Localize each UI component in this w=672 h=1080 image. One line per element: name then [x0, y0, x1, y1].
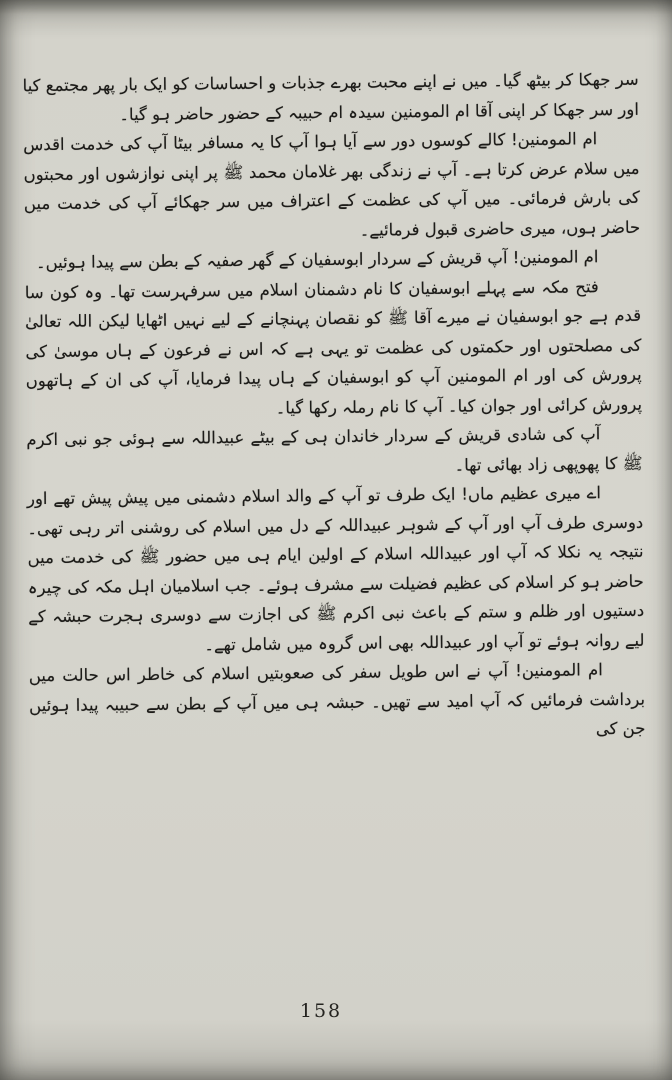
paragraph-islam-migration: اے میری عظیم ماں! ایک طرف تو آپ کے والد اسلام دشمنی میں پیش پیش تھے اور دوسری طرف آپ اور آپ کے شوہر عبیداللہ کے دل میں اسلام کی روشنی اتر رہی تھی۔ نتیجہ یہ نکلا کہ آپ اور عبیداللہ اسلام کے اولین ایام ہی میں حضور ﷺ کی خدمت میں حاضر ہو کر اسلام کی عظیم فضیلت سے مشرف ہوئے۔ جب اسلامیان اہل مکہ کی چیرہ دستیوں اور ظلم و ستم کے باعث نبی اکرم ﷺ کی اجازت سے دوسری ہجرت حبشہ کے لیے روانہ ہوئے تو آپ اور عبیداللہ بھی اس گروہ میں شامل تھے۔: [26, 483, 645, 654]
paragraph-marriage: آپ کی شادی قریش کے سردار خاندان ہی کے بیٹے عبیداللہ سے ہوئی جو نبی اکرم ﷺ کا پھوپھی زاد بھائی تھا۔: [26, 424, 643, 475]
paragraph-birth: ام المومنین! آپ قریش کے سردار ابوسفیان کے گھر صفیہ کے بطن سے پیدا ہوئیں۔: [35, 247, 599, 273]
page-text: [22, 65, 645, 750]
paragraph-continuation: سر جھکا کر بیٹھ گیا۔ میں نے اپنے محبت بھرے جذبات و احساسات کو ایک بار پھر مجتمع کیا اور سر جھکا کر اپنی آقا ام المومنین سیدہ ام حبیبہ کے حضور حاضر ہو گیا۔: [22, 69, 639, 124]
paragraph-abusufyan: فتح مکہ سے پہلے ابوسفیان کا نام دشمنان اسلام میں سرفہرست تھا۔ وہ کون سا قدم ہے جو ابوسفیان نے میرے آقا ﷺ کو نقصان پہنچانے کے لیے نہیں اٹھایا لیکن اللہ تعالیٰ کی مصلحتوں اور حکمتوں کی عظمت تو یہی ہے کہ اس نے فرعون کے ہاں موسیٰ کی پرورش کی اور ام المومنین آپ کو ابوسفیان کے ہاں پیدا فرمایا، آپ کی ان کے ہاتھوں پرورش کرائی اور جوان کیا۔ آپ کا نام رملہ رکھا گیا۔: [24, 276, 643, 418]
paragraph-address-1: ام المومنین! کالے کوسوں دور سے آیا ہوا آپ کا یہ مسافر بیٹا آپ کی خدمت اقدس میں سلام عرض کرتا ہے۔ آپ نے زندگی بھر غلامان محمد ﷺ پر اپنی نوازشوں اور محبتوں کی بارش فرمائی۔ میں آپ کی عظمت کے اعتراف میں سر جھکائے آپ کی خدمت میں حاضر ہوں، میری حاضری قبول فرمائیے۔: [23, 129, 641, 240]
page-number: 158: [299, 1000, 343, 1022]
paragraph-journey: ام المومنین! آپ نے اس طویل سفر کی صعوبتیں اسلام کی خاطر اس حالت میں برداشت فرمائیں کہ آپ امید سے تھیں۔ حبشہ ہی میں آپ کے بطن سے حبیبہ پیدا ہوئیں جن کی: [28, 660, 646, 739]
